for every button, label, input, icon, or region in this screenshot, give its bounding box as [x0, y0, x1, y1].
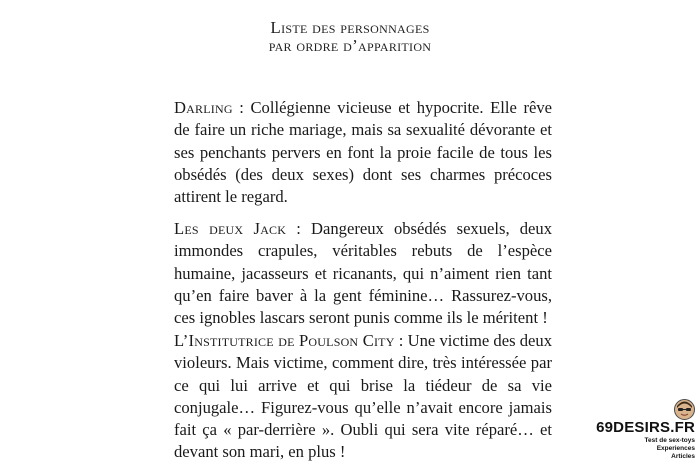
- avatar-icon: [674, 399, 695, 420]
- watermark-tagline-3: Articles: [671, 453, 695, 460]
- watermark: [596, 395, 697, 465]
- character-name: Darling: [174, 98, 233, 117]
- watermark-tagline-1: Test de sex-toys: [644, 437, 695, 444]
- character-description: : Une victime des deux violeurs. Mais victime, comment dire, très intéressée par ce qui lui arrive et qui brise la tiédeur de sa vie conjugale… Figurez-vous qu’elle n’avait encore jamais fait ça « par-derrière ». Oubli qui sera vite réparé… et devant son mari, en plus !: [174, 331, 553, 462]
- character-entry-darling: [174, 97, 552, 208]
- watermark-brand: 69DESIRS.FR: [596, 419, 695, 436]
- character-description: : Dangereux obsédés sexuels, deux immondes crapules, véritables rebuts de l’espèce humaine, jacasseurs et ricanants, qui n’aiment rien tant qu’en faire baver à la gent féminine… Rassurez-vous, ces ignobles lascars seront punis comme ils le méritent !: [174, 219, 552, 328]
- character-entry-institutrice: [174, 330, 552, 464]
- character-entry-les-deux-jack: [174, 218, 552, 329]
- character-name: L’Institutrice de Poulson City: [174, 331, 395, 350]
- watermark-tagline-2: Experiences: [656, 445, 695, 452]
- character-name: Les deux Jack: [174, 219, 287, 238]
- character-description: : Collégienne vicieuse et hypocrite. Elle rêve de faire un riche mariage, mais sa sexualité dévorante et ses penchants pervers en font la proie facile de tous les obsédés (des deux sexes) dont ses charmes précoces attirent le regard.: [174, 98, 552, 207]
- list-subtitle: par ordre d’apparition: [268, 36, 432, 55]
- list-title: Liste des personnages: [270, 18, 430, 37]
